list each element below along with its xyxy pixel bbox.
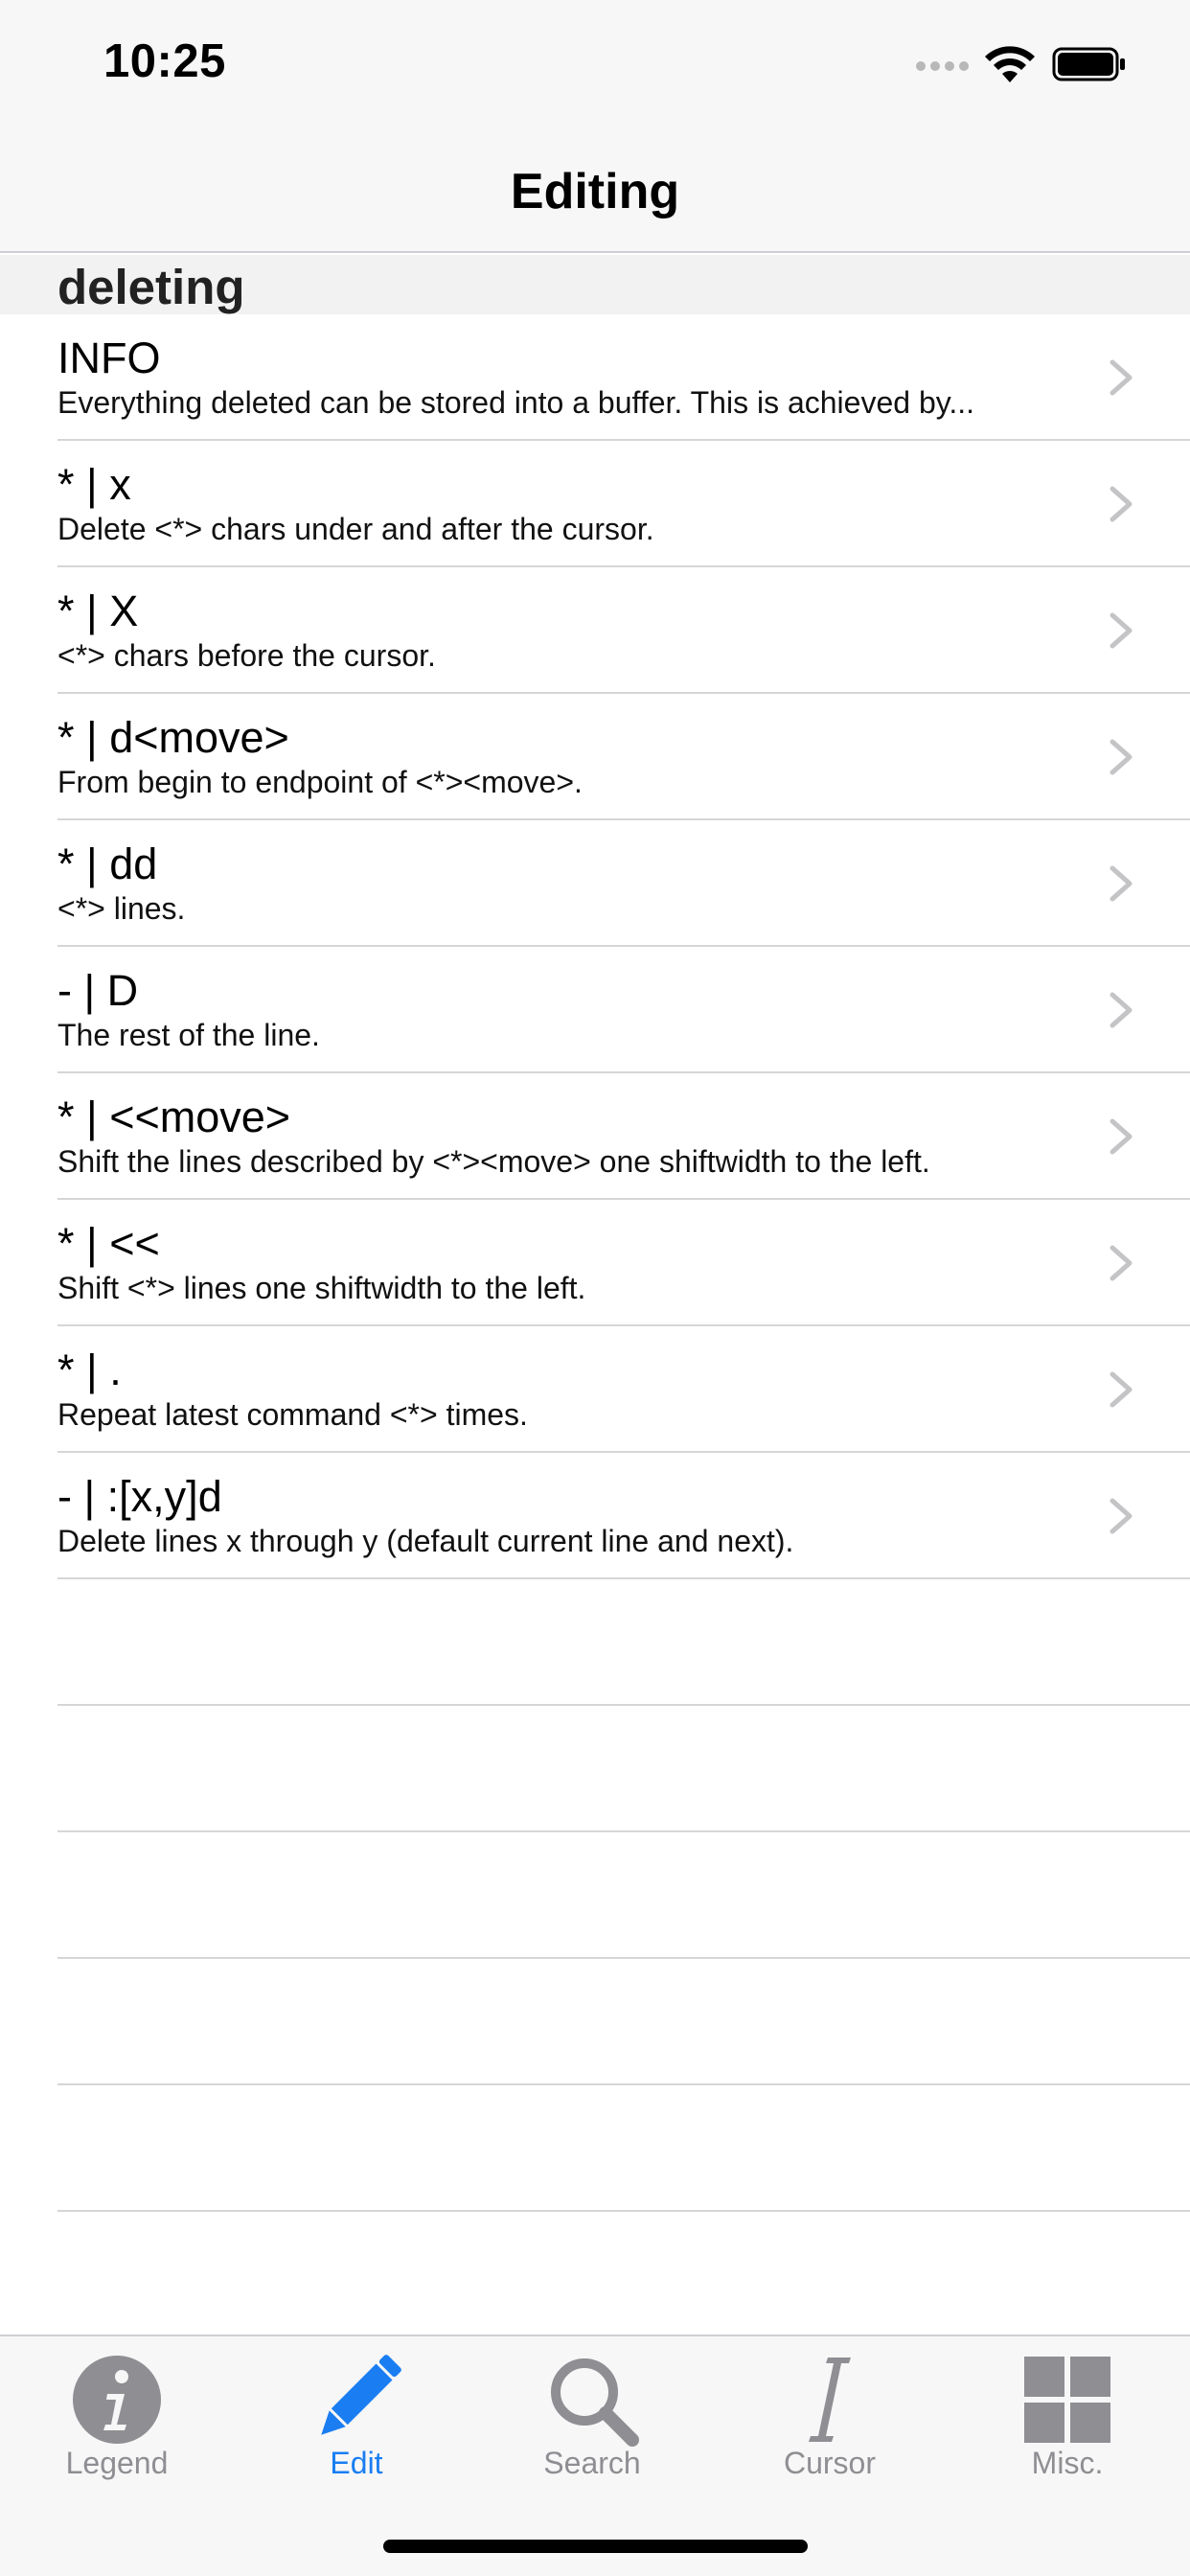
wifi-icon bbox=[983, 44, 1037, 84]
empty-row bbox=[0, 1579, 1190, 1706]
list-item-subtitle: Shift <*> lines one shiftwidth to the left. bbox=[57, 1271, 586, 1305]
list-item-title: - | :[x,y]d bbox=[57, 1472, 222, 1521]
list-item[interactable] bbox=[0, 1453, 1190, 1579]
tab-label: Search bbox=[543, 2446, 641, 2480]
magnifier-icon bbox=[544, 2352, 640, 2448]
list-item-subtitle: Delete lines x through y (default current line and next). bbox=[57, 1524, 794, 1558]
list-item-subtitle: The rest of the line. bbox=[57, 1018, 320, 1052]
pencil-icon bbox=[309, 2352, 404, 2448]
status-bar bbox=[0, 0, 1190, 126]
empty-row bbox=[0, 1706, 1190, 1832]
list-item-title: - | D bbox=[57, 966, 139, 1015]
list-item[interactable] bbox=[0, 947, 1190, 1073]
list-item-subtitle: <*> lines. bbox=[57, 891, 186, 926]
cellular-signal-icon bbox=[916, 61, 969, 71]
chevron-right-icon bbox=[1107, 356, 1135, 399]
list-item-title: * | <<move> bbox=[57, 1092, 291, 1141]
list-item-title: INFO bbox=[57, 334, 161, 382]
tab-legend[interactable] bbox=[21, 2344, 213, 2488]
list-item-subtitle: Everything deleted can be stored into a buffer. This is achieved by... bbox=[57, 385, 975, 420]
chevron-right-icon bbox=[1107, 989, 1135, 1031]
list-item-title: * | x bbox=[57, 460, 131, 509]
tab-label: Edit bbox=[330, 2446, 383, 2480]
chevron-right-icon bbox=[1107, 1368, 1135, 1411]
tab-bar bbox=[0, 2334, 1190, 2576]
navigation-bar bbox=[0, 126, 1190, 253]
list-item-subtitle: Shift the lines described by <*><move> one shiftwidth to the left. bbox=[57, 1144, 930, 1179]
grid-icon bbox=[1019, 2352, 1115, 2448]
list-item-subtitle: Repeat latest command <*> times. bbox=[57, 1397, 528, 1432]
section-title: deleting bbox=[57, 260, 245, 314]
list-item[interactable] bbox=[0, 567, 1190, 694]
chevron-right-icon bbox=[1107, 1116, 1135, 1158]
chevron-right-icon bbox=[1107, 483, 1135, 525]
list-item[interactable] bbox=[0, 820, 1190, 947]
list-item[interactable] bbox=[0, 694, 1190, 820]
home-indicator[interactable] bbox=[383, 2540, 808, 2553]
list-item[interactable] bbox=[0, 1200, 1190, 1326]
command-list bbox=[0, 314, 1190, 2212]
tab-label: Cursor bbox=[783, 2446, 876, 2480]
page-title: Editing bbox=[510, 164, 680, 219]
chevron-right-icon bbox=[1107, 862, 1135, 905]
list-item-title: * | d<move> bbox=[57, 713, 289, 762]
list-item[interactable] bbox=[0, 1073, 1190, 1200]
italic-cursor-icon bbox=[782, 2352, 878, 2448]
empty-row bbox=[0, 1959, 1190, 2085]
list-item-title: * | . bbox=[57, 1346, 122, 1394]
tab-search[interactable] bbox=[496, 2344, 688, 2488]
tab-edit[interactable] bbox=[261, 2344, 452, 2488]
tab-label: Legend bbox=[65, 2446, 169, 2480]
list-item[interactable] bbox=[0, 314, 1190, 441]
list-item-subtitle: Delete <*> chars under and after the cursor. bbox=[57, 512, 654, 546]
list-item-title: * | << bbox=[57, 1219, 160, 1268]
chevron-right-icon bbox=[1107, 610, 1135, 652]
tab-cursor[interactable] bbox=[734, 2344, 926, 2488]
chevron-right-icon bbox=[1107, 736, 1135, 778]
list-item[interactable] bbox=[0, 441, 1190, 567]
list-item-subtitle: <*> chars before the cursor. bbox=[57, 638, 436, 673]
status-time: 10:25 bbox=[103, 35, 226, 87]
empty-row bbox=[0, 2085, 1190, 2212]
list-item-title: * | X bbox=[57, 586, 139, 635]
battery-icon bbox=[1052, 46, 1127, 82]
tab-label: Misc. bbox=[1031, 2446, 1104, 2480]
chevron-right-icon bbox=[1107, 1242, 1135, 1284]
list-item-subtitle: From begin to endpoint of <*><move>. bbox=[57, 765, 583, 799]
empty-row bbox=[0, 1832, 1190, 1959]
tab-misc[interactable] bbox=[972, 2344, 1163, 2488]
chevron-right-icon bbox=[1107, 1495, 1135, 1537]
list-item-title: * | dd bbox=[57, 840, 158, 888]
section-header bbox=[0, 255, 1190, 314]
list-item[interactable] bbox=[0, 1326, 1190, 1453]
info-icon bbox=[69, 2352, 165, 2448]
